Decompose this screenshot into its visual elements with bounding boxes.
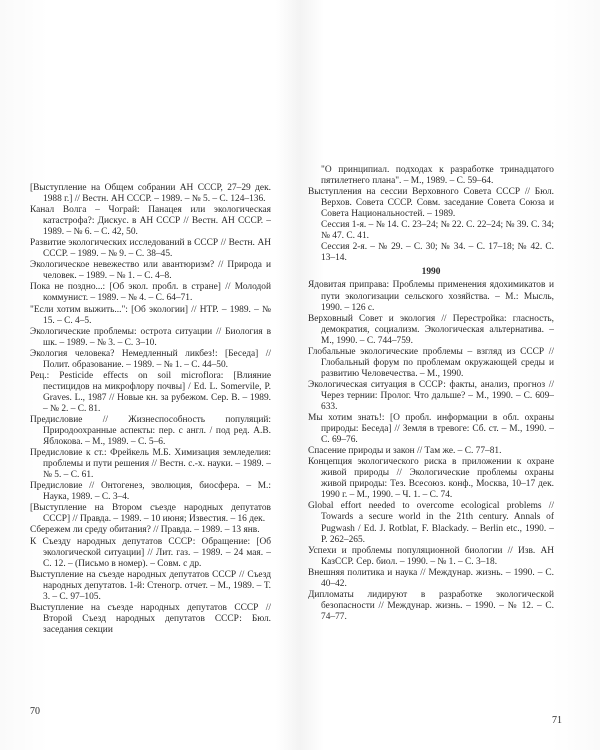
bibliography-entry: Предисловие // Онтогенез, эволюция, биосфера. – М.: Наука, 1989. – С. 3–4. <box>30 481 271 503</box>
bibliography-entry: Концепция экологического риска в приложении к охране живой природы // Экологические проблемы охраны живой природы: Тез. Всесоюз. конф., Москва, 10–17 дек. 1990 г. – М., 1990. – Ч. 1. – С. 74. <box>308 457 554 501</box>
bibliography-entry: Развитие экологических исследований в СССР // Вестн. АН СССР. – 1989. – № 9. – С. 38–45. <box>30 238 271 260</box>
bibliography-entry: Верховный Совет и экология // Перестройка: гласность, демократия, социализм. Экологическая альтернатива. – М., 1990. – С. 744–759. <box>308 313 554 346</box>
bibliography-entry: Ядовитая приправа: Проблемы применения ядохимикатов и пути экологизации сельского хозяйства. – М.: Мысль, 1990. – 126 с. <box>308 280 554 313</box>
bibliography-entry: [Выступление на Втором съезде народных депутатов СССР] // Правда. – 1989. – 10 июня; Известия. – 16 дек. <box>30 503 271 525</box>
right-page <box>300 0 600 750</box>
bibliography-entry: Сбережем ли среду обитания? // Правда. – 1989. – 13 янв. <box>30 525 260 536</box>
page-number: 70 <box>30 706 40 717</box>
year-heading: 1990 <box>421 267 441 278</box>
bibliography-entry: Предисловие к ст.: Фрейкель М.Б. Химизация земледелия: проблемы и пути решения // Вестн. с.-х. науки. – 1989. – № 5. – С. 61. <box>30 448 271 481</box>
bibliography-entry: Экологические проблемы: острота ситуации // Биология в шк. – 1989. – № 3. – С. 3–10. <box>30 326 271 348</box>
right-bibliography-column <box>308 165 554 623</box>
bibliography-entry: Канал Волга – Чограй: Панацея или экологическая катастрофа?: Дискус. в АН СССР // Вестн. АН СССР. – 1989. – № 6. – С. 42, 50. <box>30 205 271 238</box>
bibliography-entry: Выступление на съезде народных депутатов СССР // Съезд народных депутатов. 1-й: Стеногр. отчет. – М., 1989. – Т. 3. – С. 97–105. <box>30 569 271 602</box>
bibliography-entry: "Если хотим выжить...": [Об экологии] // НТР. – 1989. – № 15. – С. 4–5. <box>30 304 271 326</box>
session-line: Сессия 1-я. – № 14. С. 23–24; № 22. С. 22–24; № 39. С. 34; № 47. С. 41. <box>321 220 554 242</box>
bibliography-entry: Рец.: Pesticide effects on soil microflora: [Влияние пестицидов на микрофлору почвы] / Ed. L. Somervile, P. Graves. L., 1987 // Новые кн. за рубежом. Сер. В. – 1989. – № 2. – С. 81. <box>30 370 271 414</box>
bibliography-entry: Выступление на съезде народных депутатов СССР // Второй Съезд народных депутатов СССР: Бюл. заседания секции <box>30 602 271 635</box>
bibliography-entry: Внешняя политика и наука // Междунар. жизнь. – 1990. – С. 40–42. <box>308 567 554 589</box>
bibliography-entry: Спасение природы и закон // Там же. – С. 77–81. <box>308 446 502 457</box>
bibliography-entry: Выступления на сессии Верховного Совета СССР // Бюл. Верхов. Совета СССР. Совм. заседание Совета Союза и Совета Национальностей. – 1989. <box>308 187 554 220</box>
bibliography-entry: К Съезду народных депутатов СССР: Обращение: [Об экологической ситуации] // Лит. газ. – 1989. – 24 мая. – С. 12. – (Письмо в номер). – Совм. с др. <box>30 536 271 569</box>
bibliography-entry: Дипломаты лидируют в разработке экологической безопасности // Междунар. жизнь. – 1990. – № 12. – С. 74–77. <box>308 589 554 622</box>
page-number: 71 <box>552 715 562 726</box>
continued-entry-text: "О принципиал. подходах к разработке тринадцатого пятилетнего плана". – М., 1989. – С. 59–64. <box>321 165 554 187</box>
bibliography-entry: Экологическая ситуация в СССР: факты, анализ, прогноз // Через тернии: Пролог. Что дальше? – М., 1990. – С. 609–633. <box>308 379 554 412</box>
bibliography-entry: Мы хотим знать!: [О пробл. информации в обл. охраны природы: Беседа] // Земля в тревоге: Сб. ст. – М., 1990. – С. 69–76. <box>308 413 554 446</box>
bibliography-entry: Global effort needed to overcome ecological problems // Towards a secure world in the 21th century. Annals of Pugwash / Ed. J. Rotblat, F. Blackady. – Berlin etc., 1990. – P. 262–265. <box>308 501 554 545</box>
bibliography-entry: Экология человека? Немедленный ликбез!: [Беседа] // Полит. образование. – 1989. – № 1. – С. 44–50. <box>30 348 271 370</box>
bibliography-entry: Предисловие // Жизнеспособность популяций: Природоохранные аспекты: пер. с англ. / под ред. А.В. Яблокова. – М., 1989. – С. 5–6. <box>30 414 271 448</box>
bibliography-entry: Экологическое невежество или авантюризм? // Природа и человек. – 1989. – № 1. – С. 4–8. <box>30 260 271 282</box>
bibliography-entry: [Выступление на Общем собрании АН СССР, 27–29 дек. 1988 г.] // Вестн. АН СССР. – 1989. – № 5. – С. 124–136. <box>30 183 271 205</box>
session-line: Сессия 2-я. – № 29. – С. 30; № 34. – С. 17–18; № 42. С. 13–14. <box>321 242 554 264</box>
left-bibliography-column <box>30 183 271 636</box>
bibliography-entry: Пока не поздно...: [Об экол. пробл. в стране] // Молодой коммунист. – 1989. – № 4. – С. 64–71. <box>30 282 271 304</box>
bibliography-entry: Глобальные экологические проблемы – взгляд из СССР // Глобальный форум по проблемам окружающей среды и развитию Человечества. – М., 1990. <box>308 346 554 379</box>
bibliography-entry: Успехи и проблемы популяционной биологии // Изв. АН КазССР. Сер. биол. – 1990. – № 1. – С. 3–18. <box>308 545 554 567</box>
